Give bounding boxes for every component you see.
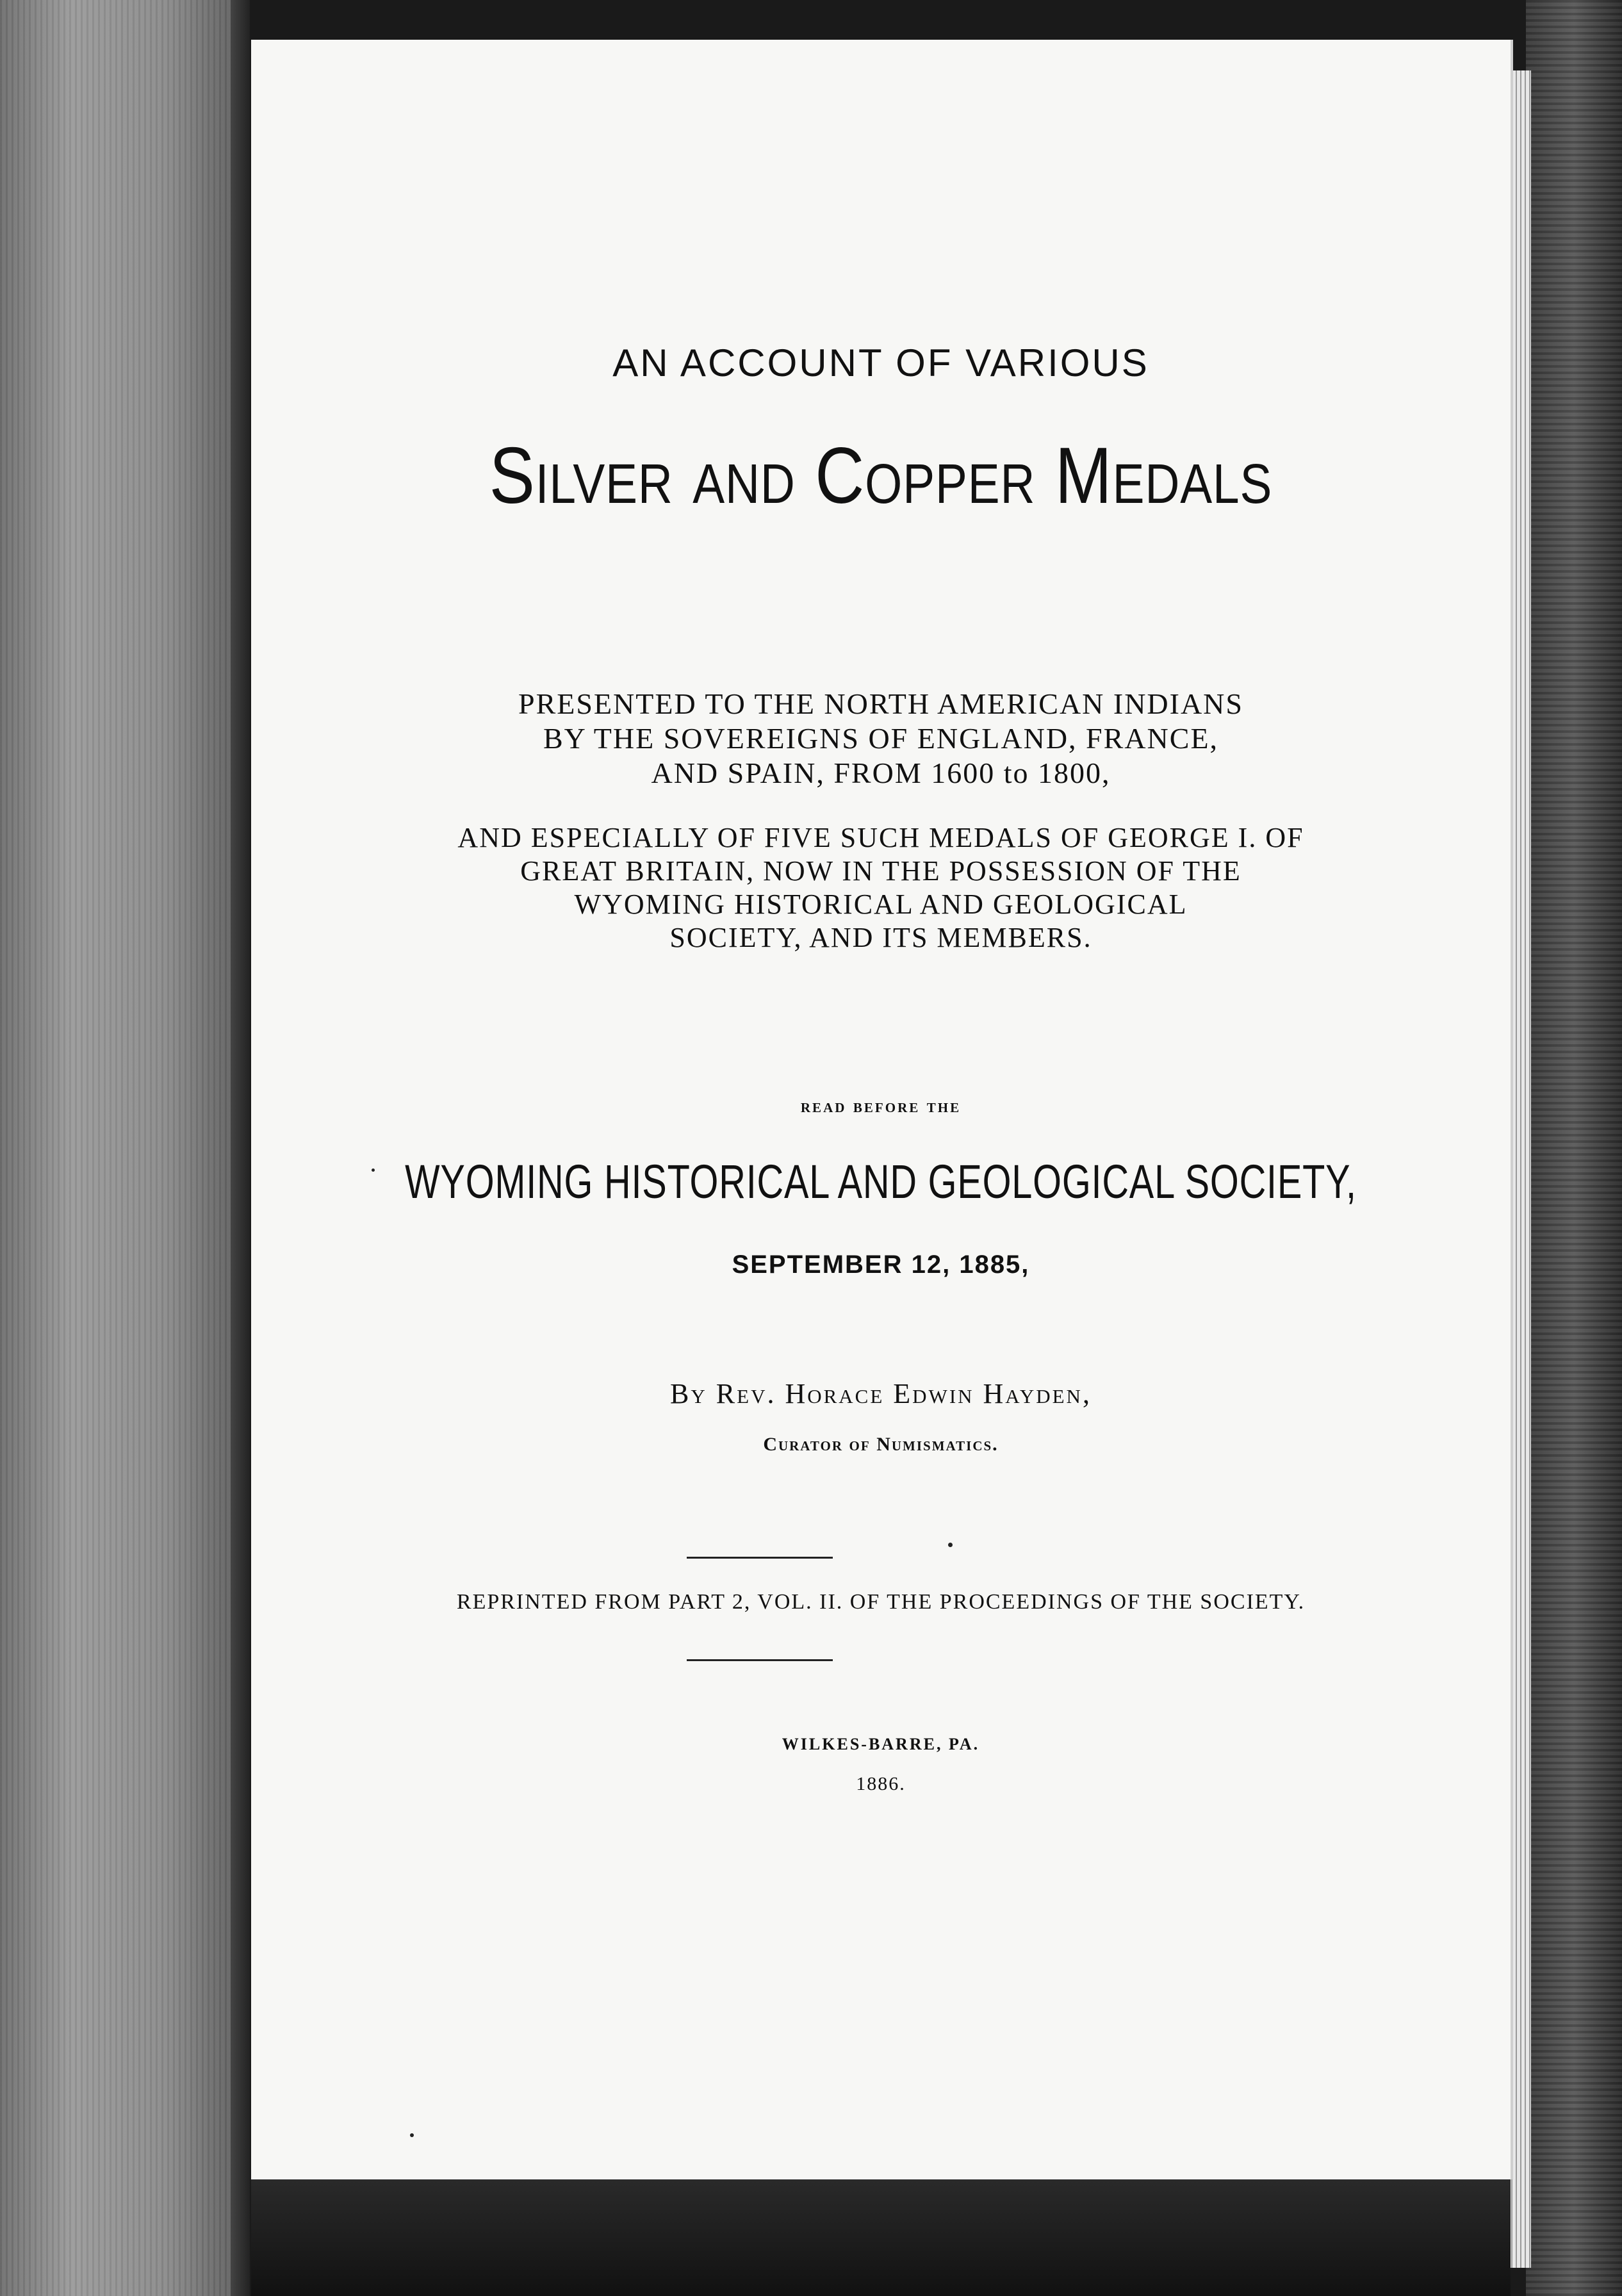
book-gutter xyxy=(231,0,250,2296)
read-before-label: read before the xyxy=(800,1095,962,1117)
imprint-place: WILKES-BARRE, PA. xyxy=(782,1735,980,1753)
scan-speck xyxy=(372,1168,375,1172)
subtitle-line: PRESENTED TO THE NORTH AMERICAN INDIANS xyxy=(518,687,1243,720)
title-overline: AN ACCOUNT OF VARIOUS xyxy=(612,341,1149,384)
main-title: Silver and Copper Medals xyxy=(489,432,1273,520)
especially-line: AND ESPECIALLY OF FIVE SUCH MEDALS OF GEORGE I. OF xyxy=(457,822,1304,853)
reading-date: SEPTEMBER 12, 1885, xyxy=(732,1250,1030,1279)
subtitle xyxy=(251,687,1511,791)
right-book-board xyxy=(1526,0,1622,2296)
divider-rule xyxy=(687,1557,833,1559)
especially-line: GREAT BRITAIN, NOW IN THE POSSESSION OF THE xyxy=(520,855,1241,887)
reprint-note: REPRINTED FROM PART 2, VOL. II. OF THE PROCEEDINGS OF THE SOCIETY. xyxy=(456,1590,1306,1614)
especially-line: SOCIETY, AND ITS MEMBERS. xyxy=(669,922,1092,953)
title-page xyxy=(251,40,1511,2179)
imprint-year: 1886. xyxy=(856,1773,906,1794)
especially-line: WYOMING HISTORICAL AND GEOLOGICAL xyxy=(574,889,1188,920)
author-line: By Rev. Horace Edwin Hayden, xyxy=(670,1378,1092,1409)
scan-speck xyxy=(948,1543,953,1547)
scan-speck xyxy=(410,2133,414,2137)
author-title: Curator of Numismatics. xyxy=(763,1434,999,1455)
society-name: WYOMING HISTORICAL AND GEOLOGICAL SOCIETY, xyxy=(405,1155,1357,1208)
subtitle-line: AND SPAIN, FROM 1600 to 1800, xyxy=(651,757,1111,789)
divider-rule xyxy=(687,1659,833,1661)
page-bottom-shadow xyxy=(251,2179,1511,2296)
especially-paragraph xyxy=(251,821,1511,955)
left-book-board xyxy=(0,0,238,2296)
subtitle-line: BY THE SOVEREIGNS OF ENGLAND, FRANCE, xyxy=(543,722,1219,755)
